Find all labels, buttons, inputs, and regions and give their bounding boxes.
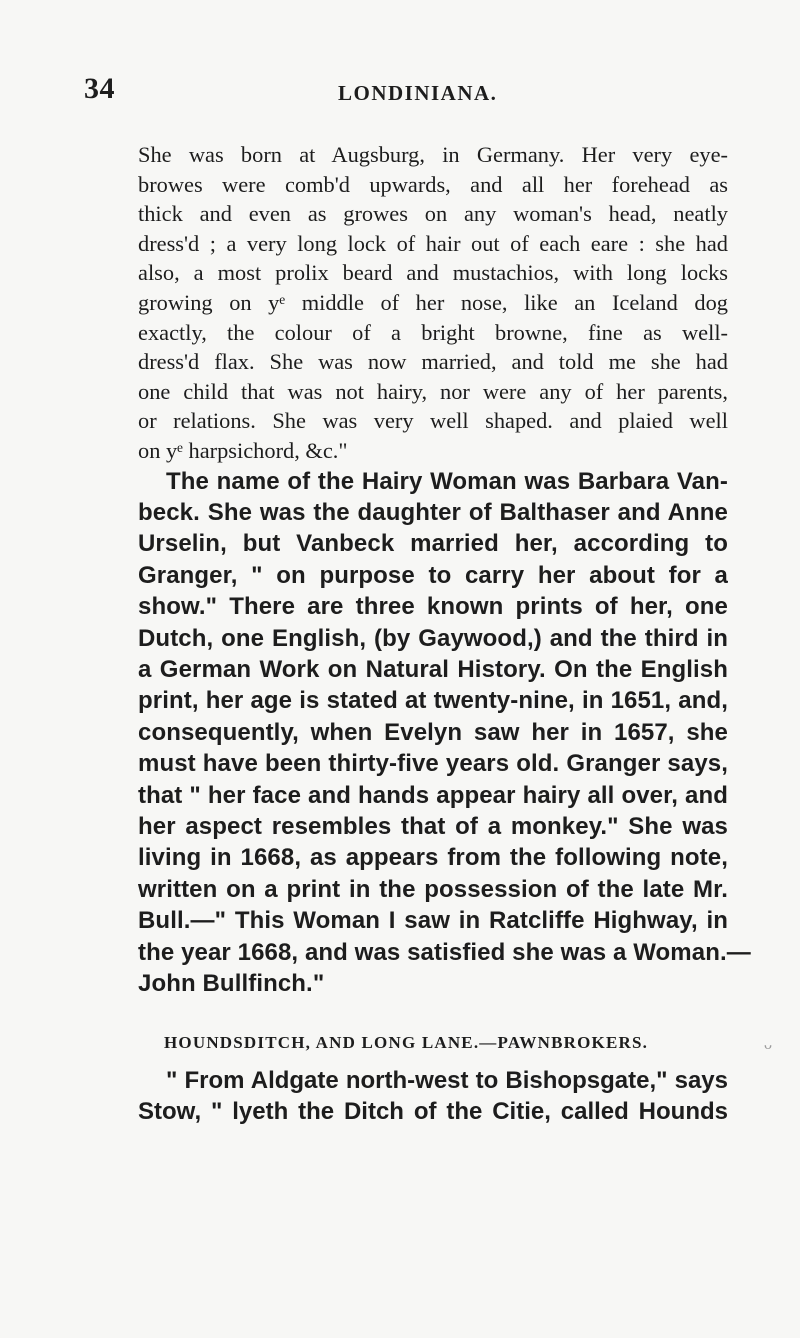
- text-line: dress'd flax. She was now married, and told me she had: [138, 349, 728, 375]
- paragraph-houndsditch: [138, 1065, 728, 1127]
- text-line: John Bullfinch.": [138, 970, 325, 998]
- section-heading: HOUNDSDITCH, AND LONG LANE.—PAWNBROKERS.: [164, 1033, 649, 1053]
- text-line: her aspect resembles that of a monkey." She was: [138, 813, 728, 840]
- paragraph-hairy-woman: [138, 466, 751, 1000]
- text-line: She was born at Augsburg, in Germany. Her very eye-: [138, 142, 728, 167]
- text-line: also, a most prolix beard and mustachios, with long locks: [138, 260, 728, 286]
- text-line: on yᵉ harpsichord, &c.": [138, 437, 348, 463]
- paragraph-quote: [138, 140, 728, 466]
- text-line: must have been thirty-five years old. Granger says,: [138, 750, 728, 778]
- text-line: Dutch, one English, (by Gaywood,) and the third in: [138, 624, 728, 652]
- text-line: consequently, when Evelyn saw her in 1657, she: [138, 718, 728, 746]
- text-line: living in 1668, as appears from the following note,: [138, 844, 728, 872]
- page-number: 34: [84, 72, 115, 105]
- text-line: print, her age is stated at twenty-nine, in 1651, and,: [138, 687, 728, 715]
- text-line: beck. She was the daughter of Balthaser and Anne: [138, 498, 728, 526]
- page-header: [0, 72, 800, 112]
- running-title: LONDINIANA.: [338, 81, 498, 105]
- text-line: exactly, the colour of a bright browne, fine as well-: [138, 319, 728, 345]
- text-line: The name of the Hairy Woman was Barbara Van-: [166, 467, 728, 495]
- page-speck: ᴗ: [764, 1036, 772, 1053]
- text-line: thick and even as growes on any woman's head, neatly: [138, 201, 728, 227]
- text-line: that " her face and hands appear hairy all over, and: [138, 781, 728, 809]
- text-line: Bull.—" This Woman I saw in Ratcliffe Highway, in: [138, 907, 728, 935]
- text-line: or relations. She was very well shaped. and plaied well: [138, 408, 728, 434]
- text-line: a German Work on Natural History. On the English: [138, 655, 728, 683]
- text-line: written on a print in the possession of the late Mr.: [138, 875, 728, 903]
- text-line: browes were comb'd upwards, and all her forehead as: [138, 171, 728, 197]
- text-line: Stow, " lyeth the Ditch of the Citie, called Hounds: [138, 1098, 728, 1126]
- text-line: Granger, " on purpose to carry her about for a: [138, 561, 728, 589]
- text-line: show." There are three known prints of her, one: [138, 593, 728, 621]
- text-line: one child that was not hairy, nor were any of her parents,: [138, 378, 728, 404]
- text-line: Urselin, but Vanbeck married her, according to: [138, 530, 728, 558]
- text-line: growing on yᵉ middle of her nose, like an Iceland dog: [138, 289, 728, 315]
- text-line: the year 1668, and was satisfied she was a Woman.—: [138, 938, 751, 966]
- body-text: [138, 140, 751, 1127]
- text-line: dress'd ; a very long lock of hair out of each eare : she had: [138, 230, 728, 256]
- text-line: " From Aldgate north-west to Bishopsgate," says: [166, 1067, 728, 1095]
